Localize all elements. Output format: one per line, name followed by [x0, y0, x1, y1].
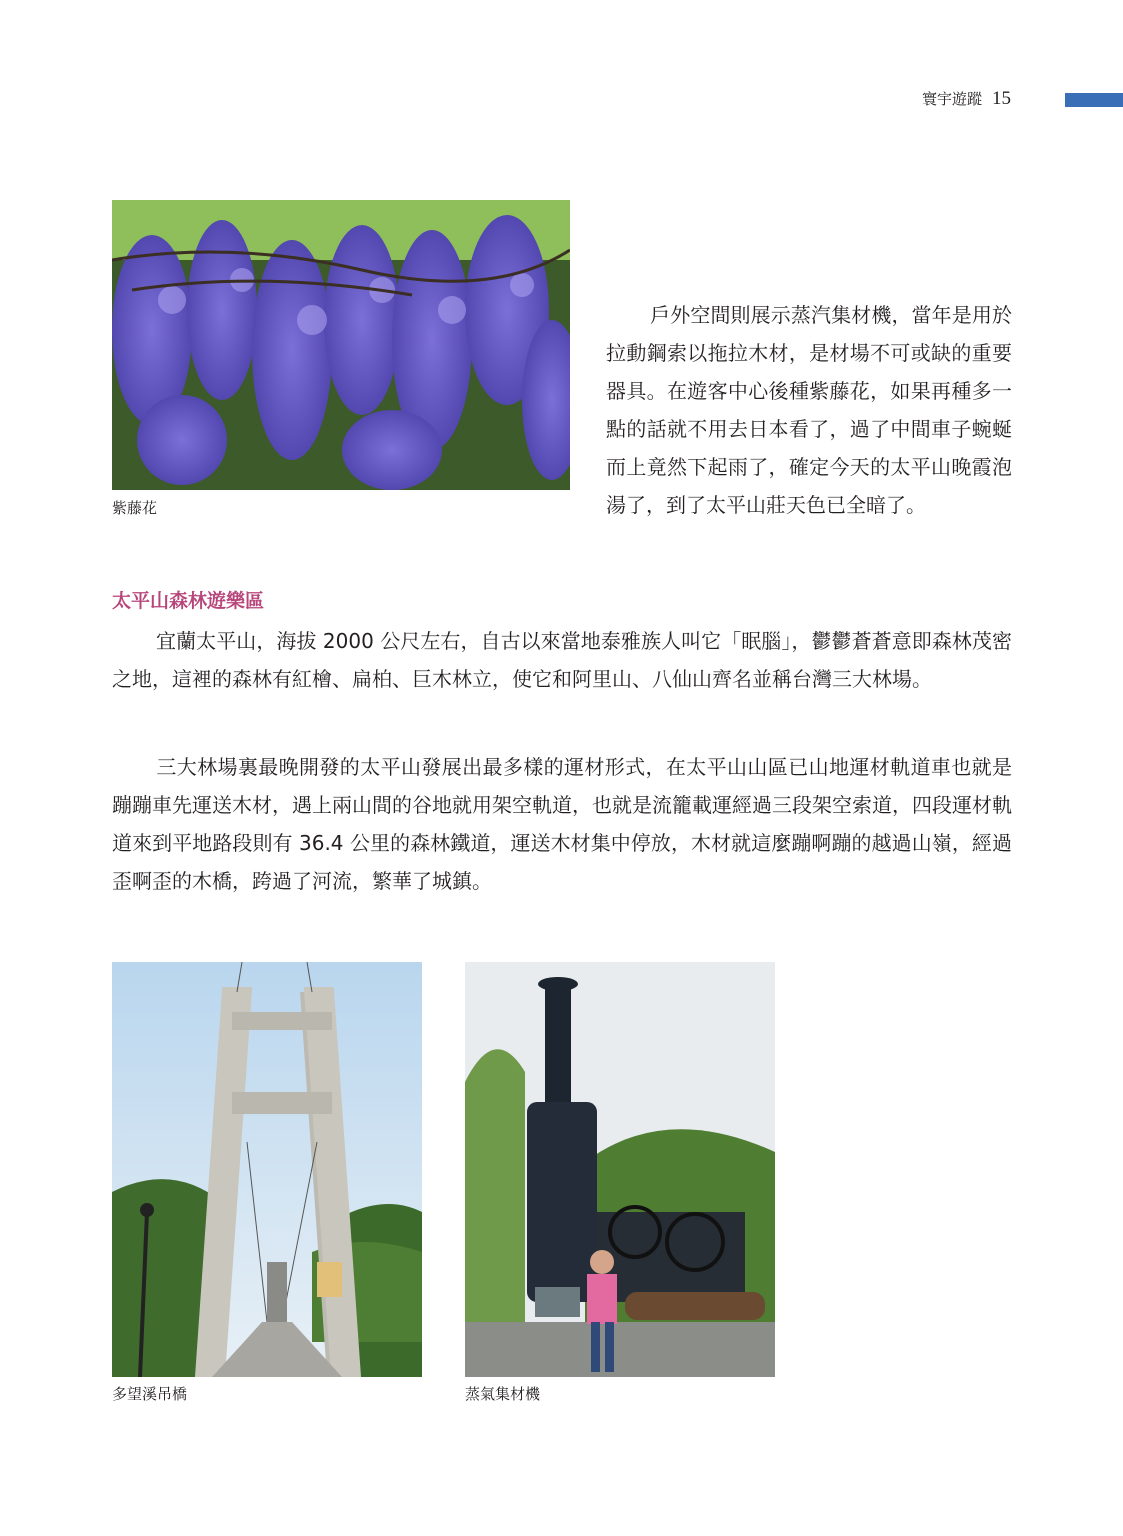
- section-heading: 太平山森林遊樂區: [112, 590, 265, 612]
- bridge-photo: [112, 962, 422, 1377]
- paragraph-2-text: 三大林場裏最晚開發的太平山發展出最多樣的運材形式，在太平山山區已山地運材軌道車也就是蹦蹦車先運送木材，遇上兩山間的谷地就用架空軌道，也就是流籠載運經過三段架空索道，四段運材軌道來到平地路段則有 36.4 公里的森林鐵道，運送木材集中停放，木材就這麼蹦啊蹦的越過山嶺，經過歪啊歪的木橋，跨過了河流，繁華了城鎮。: [112, 755, 1012, 893]
- side-paragraph: [606, 296, 1012, 524]
- edge-tab: [1065, 93, 1123, 107]
- bridge-caption: 多望溪吊橋: [112, 1385, 188, 1403]
- paragraph-2: [112, 748, 1012, 900]
- wisteria-photo: [112, 200, 570, 490]
- side-paragraph-text: 戶外空間則展示蒸汽集材機，當年是用於拉動鋼索以拖拉木材，是材場不可或缺的重要器具。在遊客中心後種紫藤花，如果再種多一點的話就不用去日本看了，過了中間車子蜿蜒而上竟然下起雨了，確定今天的太平山晚霞泡湯了，到了太平山莊天色已全暗了。: [606, 303, 1012, 517]
- paragraph-1: [112, 622, 1012, 698]
- steam-machine-caption: 蒸氣集材機: [465, 1385, 541, 1403]
- section-title: 寰宇遊蹤: [921, 90, 982, 108]
- running-header: [922, 88, 1011, 110]
- page-number: 15: [992, 88, 1011, 109]
- steam-machine-photo: [465, 962, 775, 1377]
- wisteria-caption: 紫藤花: [112, 499, 158, 517]
- paragraph-1-text: 宜蘭太平山，海拔 2000 公尺左右，自古以來當地泰雅族人叫它「眠腦」，鬱鬱蒼蒼意即森林茂密之地，這裡的森林有紅檜、扁柏、巨木林立，使它和阿里山、八仙山齊名並稱台灣三大林場。: [112, 629, 1012, 691]
